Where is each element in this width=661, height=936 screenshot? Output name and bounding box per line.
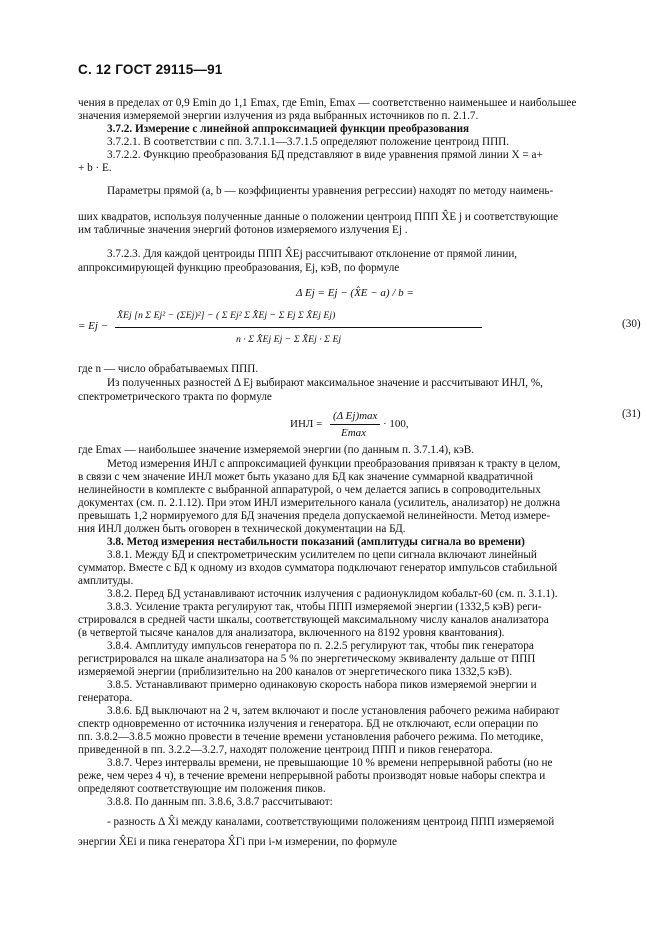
paragraph-line: регистрировался на шкале анализатора на 5 % по энергетическому эквиваленту дальше от ППП bbox=[78, 653, 536, 665]
formula-31-fraction-bar bbox=[330, 424, 380, 425]
paragraph-line: пп. 3.8.2—3.8.5 можно провести в течение времени установления рабочего режима. По методике, bbox=[78, 731, 544, 743]
paragraph-line: 3.8.7. Через интервалы времени, не превышающие 10 % времени непрерывной работы (но не bbox=[107, 757, 553, 769]
paragraph-line: определяют соответствующие им положения пиков. bbox=[78, 783, 326, 795]
paragraph-line: измеряемой энергии (приблизительно на 200 каналов от энергетического пика 1332,5 кэВ). bbox=[78, 666, 513, 678]
paragraph-line: спектр одновременно от источника излучения и генератора. БД не отключают, если операции по bbox=[78, 718, 539, 730]
paragraph-line: 3.7.2.2. Функцию преобразования БД представляют в виде уравнения прямой линии X = a+ bbox=[107, 149, 543, 161]
paragraph-line: ших квадратов, используя полученные данные о положении центроид ППП X̂E j и соответствующие bbox=[78, 211, 559, 223]
paragraph-line: значения измеряемой энергии излучения из ряда выбранных источников по п. 2.1.7. bbox=[78, 110, 479, 122]
equation-number-31: (31) bbox=[622, 408, 641, 420]
equation-number-30: (30) bbox=[622, 318, 641, 330]
paragraph-line: где n — число обрабатываемых ППП. bbox=[78, 363, 259, 375]
formula-30-lhs: = Ej − bbox=[78, 320, 109, 332]
paragraph-line: нелинейности в комплекте с выбранной аппаратурой, о чем делается запись в сопроводительных bbox=[78, 484, 541, 496]
paragraph-line: спектрометрического тракта по формуле bbox=[78, 391, 272, 403]
formula-31-rhs: · 100, bbox=[383, 418, 409, 430]
paragraph-line: 3.8.5. Устанавливают примерно одинаковую скорость набора пиков измеряемой энергии и bbox=[107, 679, 537, 691]
paragraph-line: 3.7.2.3. Для каждой центроиды ППП X̂Ej рассчитывают отклонение от прямой линии, bbox=[107, 248, 518, 260]
formula-30-fraction-bar bbox=[115, 327, 482, 328]
paragraph-line: реже, чем через 4 ч), в течение времени непрерывной работы производят новые наборы спектра и bbox=[78, 770, 546, 782]
paragraph-line: Метод измерения ИНЛ с аппроксимацией функции преобразования привязан к тракту в целом, bbox=[107, 458, 561, 470]
paragraph-line: приведенной в пп. 3.2.2—3.2.7, находят положение центроид ППП и пиков генератора. bbox=[78, 744, 493, 756]
formula-31-denominator: Emax bbox=[341, 427, 367, 439]
paragraph-line: аппроксимирующей функцию преобразования, Ej, кэВ, по формуле bbox=[78, 262, 400, 274]
formula-30-line1: Δ Ej = Ej − (X̂E − a) / b = bbox=[296, 287, 414, 299]
paragraph-line: им табличные значения энергий фотонов измеряемого излучения Ej . bbox=[78, 224, 408, 236]
paragraph-line: генератора. bbox=[78, 692, 133, 704]
page-header: С. 12 ГОСТ 29115—91 bbox=[78, 62, 223, 77]
paragraph-line: амплитуды. bbox=[78, 575, 134, 587]
paragraph-line: в связи с чем значение ИНЛ может быть указано для БД как значение суммарной квадратичной bbox=[78, 471, 533, 483]
paragraph-line: (в четвертой тысяче каналов для анализатора, включенного на 8192 уровня квантования). bbox=[78, 627, 505, 639]
paragraph-line: 3.8.1. Между БД и спектрометрическим усилителем по цепи сигнала включают линейный bbox=[107, 549, 537, 561]
paragraph-line: документах (см. п. 2.1.12). При этом ИНЛ измерительного канала (усилитель, анализатор) не должна bbox=[78, 497, 561, 509]
section-heading-3-8: 3.8. Метод измерения нестабильности показаний (амплитуды сигнала во времени) bbox=[107, 536, 525, 548]
paragraph-line: + b · E. bbox=[78, 162, 112, 174]
section-heading-3-7-2: 3.7.2. Измерение с линейной аппроксимацией функции преобразования bbox=[107, 123, 470, 135]
paragraph-line: 3.7.2.1. В соответствии с пп. 3.7.1.1—3.7.1.5 определяют положение центроид ППП. bbox=[107, 136, 510, 148]
paragraph-line: 3.8.8. По данным пп. 3.8.6, 3.8.7 рассчитывают: bbox=[107, 796, 333, 808]
formula-30-denominator: n · Σ X̂Ej Ej − Σ X̂Ej · Σ Ej bbox=[236, 334, 342, 345]
formula-31-numerator: (Δ Ej)max bbox=[333, 410, 378, 422]
paragraph-line: 3.8.6. БД выключают на 2 ч, затем включают и после установления рабочего режима набирают bbox=[107, 705, 560, 717]
paragraph-line: Из полученных разностей Δ Ej выбирают максимальное значение и рассчитывают ИНЛ, %, bbox=[107, 377, 543, 389]
paragraph-line: - разность Δ X̂i между каналами, соответствующими положениям центроид ППП измеряемой bbox=[107, 816, 555, 828]
paragraph-line: 3.8.2. Перед БД устанавливают источник излучения с радионуклидом кобальт-60 (см. п. 3.1.1). bbox=[107, 588, 558, 600]
paragraph-line: где Emax — наибольшее значение измеряемой энергии (по данным п. 3.7.1.4), кэВ. bbox=[78, 444, 475, 456]
formula-31-lhs: ИНЛ = bbox=[290, 418, 323, 430]
paragraph-line: сумматор. Вместе с БД к одному из входов сумматора подключают генератор импульсов стабильной bbox=[78, 562, 558, 574]
paragraph-line: 3.8.4. Амплитуду импульсов генератора по п. 2.2.5 регулируют так, чтобы пик генератора bbox=[107, 640, 534, 652]
paragraph-line: стрировался в средней части шкалы, соответствующей максимальному числу каналов анализатора bbox=[78, 614, 549, 626]
paragraph-line: Параметры прямой (a, b — коэффициенты уравнения регрессии) находят по методу наимень- bbox=[107, 185, 554, 197]
paragraph-line: превышать 1,2 нормируемого для БД значения предела допускаемой нелинейности. Метод измере- bbox=[78, 510, 551, 522]
paragraph-line: энергии X̂Ei и пика генератора X̂Гi при i-м измерении, по формуле bbox=[78, 836, 397, 848]
paragraph-line: ния ИНЛ должен быть оговорен в технической документации на БД. bbox=[78, 523, 406, 535]
paragraph-line: чения в пределах от 0,9 Emin до 1,1 Emax, где Emin, Emax — соответственно наименьшее и наибольшее bbox=[78, 97, 577, 109]
formula-30-numerator: X̂Ej [n Σ Ej² − (ΣEj)²] − ( Σ Ej² Σ X̂Ej − Σ Ej Σ X̂Ej Ej) bbox=[117, 310, 336, 321]
paragraph-line: 3.8.3. Усиление тракта регулируют так, чтобы ППП измеряемой энергии (1332,5 кэВ) реги- bbox=[107, 601, 542, 613]
